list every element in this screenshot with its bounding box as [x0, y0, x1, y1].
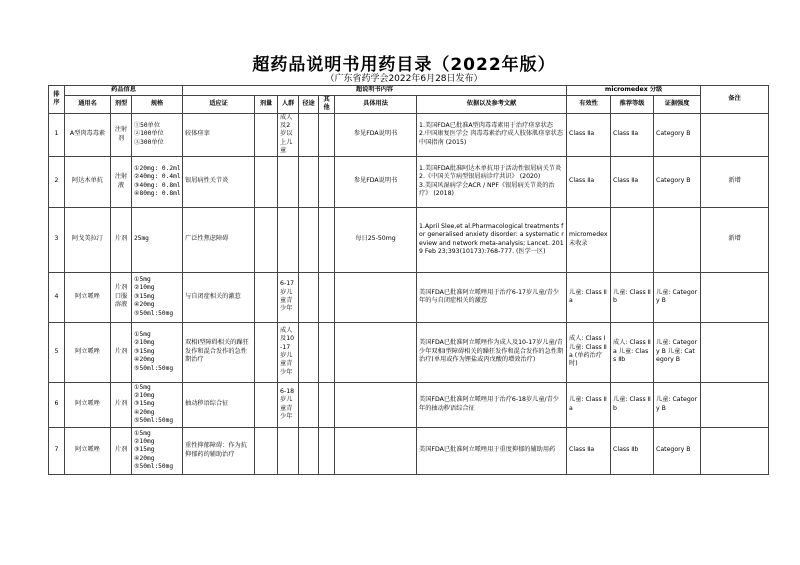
cell-specification-line: ⑤50ml:50mg — [134, 417, 174, 425]
cell-recommendation: 儿童: Class Ⅱb — [611, 382, 654, 427]
header-drug-info: 药品信息 — [65, 86, 183, 96]
cell-specification-line: ①20mg: 0.2ml — [134, 164, 181, 172]
cell-indication: 双相Ⅰ型障碍相关的躁狂发作和混合发作的急性期治疗 — [183, 322, 255, 382]
cell-specification — [132, 207, 183, 272]
cell-specification-line: ④20mg — [134, 301, 155, 309]
cell-efficacy: Class Ⅱa — [567, 156, 611, 207]
cell-specification-line: ②10mg — [134, 339, 155, 347]
cell-specification-line: ③15mg — [134, 347, 155, 355]
cell-evidence: 儿童: Category B — [654, 272, 701, 322]
cell-specification-line: ②40mg: 0.4ml — [134, 173, 181, 181]
cell-specification — [132, 382, 183, 427]
cell-recommendation: 儿童: Class Ⅱb — [611, 272, 654, 322]
table-row — [49, 156, 769, 207]
cell-basis — [417, 113, 567, 156]
page-title: 超药品说明书用药目录（2022年版） — [252, 55, 556, 75]
cell-specification-line: ②100单位 — [134, 130, 164, 138]
cell-specification-line: 25mg — [134, 235, 149, 243]
cell-basis — [417, 322, 567, 382]
cell-specification-line: ③40mg: 0.8ml — [134, 181, 181, 189]
cell-efficacy: 儿童: Class Ⅱa — [567, 382, 611, 427]
cell-specification-line: ①5mg — [134, 276, 151, 284]
cell-efficacy: Class Ⅱa — [567, 113, 611, 156]
cell-basis — [417, 272, 567, 322]
cell-specification — [132, 427, 183, 474]
cell-other — [319, 322, 335, 382]
header-seq: 排序 — [49, 86, 65, 114]
cell-basis-line: 2.《中国关节病型银屑病诊疗共识》 (2020) — [419, 173, 541, 181]
cell-remark: 新增 — [701, 207, 769, 272]
header-other: 其他 — [319, 96, 335, 114]
header-indication: 适应证 — [183, 96, 255, 114]
cell-specification-line: ①50单位 — [134, 122, 161, 130]
cell-dose — [255, 322, 278, 382]
cell-specification — [132, 272, 183, 322]
header-route: 径途 — [299, 96, 319, 114]
header-usage: 具体用法 — [335, 96, 417, 114]
cell-usage — [335, 382, 417, 427]
cell-route — [299, 207, 319, 272]
cell-other — [319, 113, 335, 156]
header-population: 人群 — [278, 96, 299, 114]
cell-dosage-form: 片剂 口服溶液 — [111, 272, 132, 322]
cell-efficacy: Class Ⅱa — [567, 427, 611, 474]
cell-seq: 4 — [49, 272, 65, 322]
cell-specification-line: ⑤50ml:50mg — [134, 463, 174, 471]
cell-generic-name: 阿立哌唑 — [65, 322, 111, 382]
cell-other — [319, 207, 335, 272]
cell-population: 6-17岁儿童青少年 — [278, 272, 299, 322]
cell-specification-line: ②10mg — [134, 437, 155, 445]
table-row — [49, 207, 769, 272]
cell-usage — [335, 322, 417, 382]
cell-indication: 重性抑郁障碍：作为抗抑郁药的辅助治疗 — [183, 427, 255, 474]
cell-basis-line: 美国FDA已批准阿立哌唑用于治疗6-18岁儿童/青少年的抽动秽语综合征 — [419, 396, 559, 412]
cell-population: 成人及2岁以上儿童 — [278, 113, 299, 156]
cell-dose — [255, 156, 278, 207]
cell-specification-line: ①5mg — [134, 331, 151, 339]
cell-dose — [255, 113, 278, 156]
table-row — [49, 113, 769, 156]
cell-basis — [417, 427, 567, 474]
cell-usage — [335, 427, 417, 474]
cell-indication: 银屑病性关节炎 — [183, 156, 255, 207]
cell-specification-line: ④20mg — [134, 454, 155, 462]
cell-specification-line: ②10mg — [134, 284, 155, 292]
cell-basis-line: 美国FDA已批准阿立哌唑用于重度抑郁的辅助用药 — [419, 446, 556, 454]
cell-specification — [132, 322, 183, 382]
cell-efficacy: 儿童: Class Ⅱa — [567, 272, 611, 322]
header-basis: 依据以及参考文献 — [417, 96, 567, 114]
table-row — [49, 322, 769, 382]
cell-dose — [255, 427, 278, 474]
cell-dose — [255, 272, 278, 322]
cell-route — [299, 113, 319, 156]
cell-specification-line: ③15mg — [134, 292, 155, 300]
cell-usage: 参见FDA说明书 — [335, 113, 417, 156]
cell-dosage-form: 片剂 — [111, 207, 132, 272]
cell-remark — [701, 382, 769, 427]
cell-evidence — [654, 207, 701, 272]
cell-dose — [255, 382, 278, 427]
cell-remark — [701, 322, 769, 382]
cell-seq: 5 — [49, 322, 65, 382]
cell-route — [299, 272, 319, 322]
cell-recommendation: Class Ⅱa — [611, 156, 654, 207]
cell-route — [299, 382, 319, 427]
header-dose: 剂量 — [255, 96, 278, 114]
page-subtitle: （广东省药学会2022年6月28日发布） — [325, 74, 483, 84]
cell-evidence: 儿童: Category B — [654, 382, 701, 427]
cell-usage: 每日25-50mg — [335, 207, 417, 272]
cell-specification-line: ③15mg — [134, 400, 155, 408]
cell-specification-line: ④20mg — [134, 408, 155, 416]
cell-efficacy: micromedex未收录 — [567, 207, 611, 272]
cell-other — [319, 382, 335, 427]
header-generic-name: 通用名 — [65, 96, 111, 114]
cell-basis-line: 1.April Slee,et al.Pharmacological treatments for generalised anxiety disorder: a systematic review and network meta-analysis; Lancet. 2019 Feb 23;393(10173):768-777. (医学一区) — [419, 222, 564, 255]
cell-seq: 7 — [49, 427, 65, 474]
cell-route — [299, 322, 319, 382]
cell-basis — [417, 207, 567, 272]
drug-catalog-table — [48, 85, 769, 475]
cell-basis-line: 2.中国康复医学会 肉毒毒素治疗成人肢体肌痉挛状态中国指南 (2015) — [419, 130, 564, 146]
cell-recommendation: Class Ⅱa — [611, 113, 654, 156]
cell-dosage-form: 片剂 — [111, 427, 132, 474]
cell-specification-line: ①5mg — [134, 429, 151, 437]
header-remark: 备注 — [701, 86, 769, 114]
cell-route — [299, 156, 319, 207]
cell-seq: 6 — [49, 382, 65, 427]
cell-dosage-form: 注射液 — [111, 156, 132, 207]
cell-specification-line: ②10mg — [134, 391, 155, 399]
cell-basis-line: 美国FDA已批准阿立哌唑用于治疗6-17岁儿童/青少年的与自闭症相关的激惹 — [419, 288, 559, 305]
cell-specification-line: ③15mg — [134, 446, 155, 454]
cell-remark — [701, 272, 769, 322]
cell-dosage-form: 片剂 — [111, 382, 132, 427]
cell-population: 6-18岁儿童青少年 — [278, 382, 299, 427]
header-dosage-form: 剂型 — [111, 96, 132, 114]
cell-indication: 抽动秽语综合征 — [183, 382, 255, 427]
cell-indication: 与自闭症相关的激惹 — [183, 272, 255, 322]
cell-specification-line: ⑤50ml:50mg — [134, 309, 174, 317]
cell-specification-line: ④20mg — [134, 356, 155, 364]
header-micromedex: micromedex 分级 — [567, 86, 701, 96]
header-evidence: 证据强度 — [654, 96, 701, 114]
cell-generic-name: 阿立哌唑 — [65, 272, 111, 322]
cell-specification-line: ④80mg: 0.8ml — [134, 189, 181, 197]
cell-efficacy: 成人: Class Ⅰ 儿童: Class Ⅱa (单药治疗时) — [567, 322, 611, 382]
cell-basis-line: 美国FDA已批准阿立哌唑作为成人及10-17岁儿童/青少年双相Ⅰ型障碍相关的躁狂发作和混合发作的急性期治疗(单用或作为锂盐或丙戊酸的增效治疗) — [419, 339, 564, 364]
cell-specification-line: ⑤50ml:50mg — [134, 364, 174, 372]
cell-dosage-form: 注射剂 — [111, 113, 132, 156]
cell-population — [278, 156, 299, 207]
cell-generic-name: 阿达木单抗 — [65, 156, 111, 207]
table-row — [49, 272, 769, 322]
cell-remark — [701, 113, 769, 156]
cell-basis-line: 3.美国风湿病学会ACR / NPF《银屑病关节炎的治疗》 (2018) — [419, 181, 555, 197]
cell-route — [299, 427, 319, 474]
cell-evidence: Category B — [654, 156, 701, 207]
cell-evidence: Category B — [654, 427, 701, 474]
cell-population — [278, 427, 299, 474]
header-specification: 规格 — [132, 96, 183, 114]
header-offlabel-content: 超说明书内容 — [183, 86, 567, 96]
cell-generic-name: 阿立哌唑 — [65, 382, 111, 427]
cell-other — [319, 427, 335, 474]
cell-population: 成人及10-17岁儿童青少年 — [278, 322, 299, 382]
cell-usage: 参见FDA说明书 — [335, 156, 417, 207]
cell-remark — [701, 427, 769, 474]
table-row — [49, 382, 769, 427]
cell-specification-line: ①5mg — [134, 383, 151, 391]
cell-basis — [417, 156, 567, 207]
cell-basis-line: 1.美国FDA批准阿达木单抗用于活动性银屑病关节炎 — [419, 164, 562, 172]
cell-basis-line: 1.美国FDA已批准A型肉毒毒素用于治疗痉挛状态 — [419, 122, 553, 130]
cell-recommendation — [611, 207, 654, 272]
header-efficacy: 有效性 — [567, 96, 611, 114]
cell-dose — [255, 207, 278, 272]
cell-seq: 3 — [49, 207, 65, 272]
cell-specification — [132, 113, 183, 156]
cell-evidence: 儿童: Category B 儿童: Category B — [654, 322, 701, 382]
cell-specification-line: ③300单位 — [134, 138, 164, 146]
cell-indication: 较体痉挛 — [183, 113, 255, 156]
cell-recommendation: 成人: Class Ⅱa 儿童: Class Ⅱb — [611, 322, 654, 382]
header-recommendation: 推荐等级 — [611, 96, 654, 114]
cell-other — [319, 156, 335, 207]
cell-seq: 1 — [49, 113, 65, 156]
table-row — [49, 427, 769, 474]
cell-other — [319, 272, 335, 322]
cell-seq: 2 — [49, 156, 65, 207]
cell-recommendation: Class Ⅱb — [611, 427, 654, 474]
cell-population — [278, 207, 299, 272]
cell-generic-name: 阿立哌唑 — [65, 427, 111, 474]
cell-dosage-form: 片剂 — [111, 322, 132, 382]
cell-evidence: Category B — [654, 113, 701, 156]
cell-indication: 广泛性焦虑障碍 — [183, 207, 255, 272]
table-body — [49, 113, 769, 474]
cell-basis — [417, 382, 567, 427]
cell-specification — [132, 156, 183, 207]
cell-generic-name: A型肉毒毒素 — [65, 113, 111, 156]
cell-usage — [335, 272, 417, 322]
cell-remark: 新增 — [701, 156, 769, 207]
cell-generic-name: 阿戈美拉汀 — [65, 207, 111, 272]
